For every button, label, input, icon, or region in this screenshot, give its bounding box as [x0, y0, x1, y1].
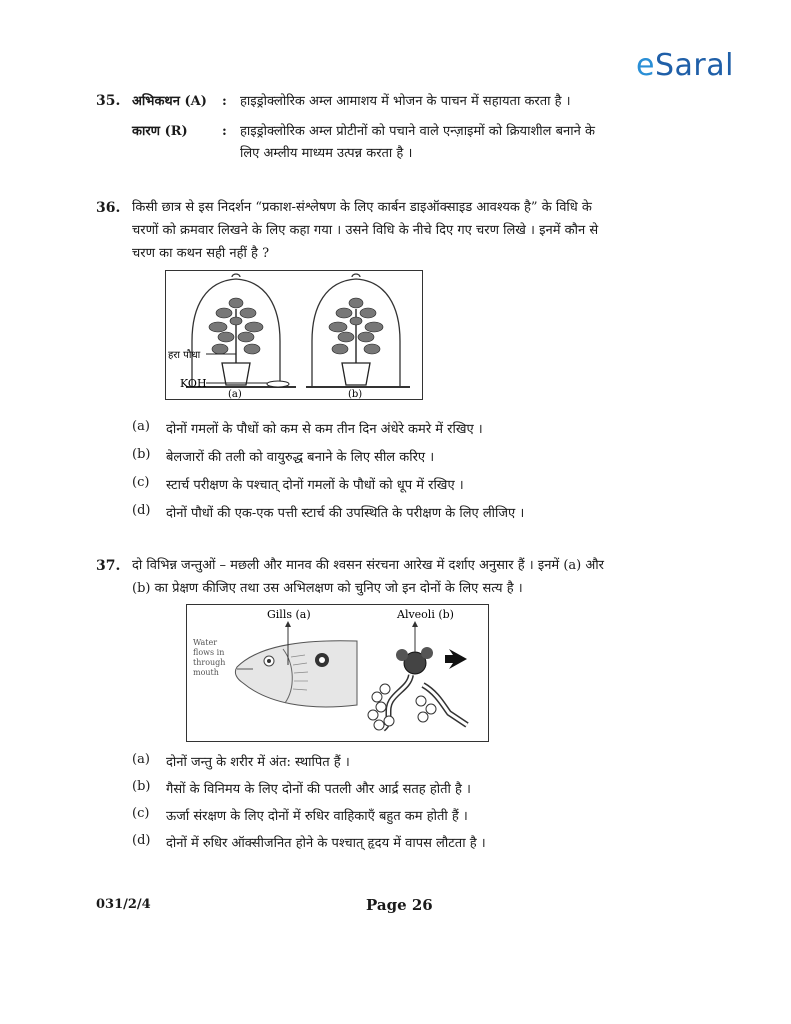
- svg-text:flows in: flows in: [193, 648, 225, 657]
- q37-line-1: दो विभिन्न जन्तुओं – मछली और मानव की श्वसन संरचना आरेख में दर्शाए अनुसार हैं । इनमें (a) और: [132, 558, 604, 573]
- pot-a: [222, 363, 250, 385]
- gills-label: Gills (a): [267, 608, 311, 621]
- q35-reason-text-2: लिए अम्लीय माध्यम उत्पन्न करता है ।: [240, 146, 413, 161]
- q37-option-c-label: (c): [132, 806, 150, 821]
- svg-text:through: through: [193, 658, 226, 667]
- fish-head: [235, 641, 357, 707]
- pot-b: [342, 363, 370, 385]
- q37-option-d-label: (d): [132, 833, 151, 848]
- q37-option-c-text: ऊर्जा संरक्षण के लिए दोनों में रुधिर वाहिकाएँ बहुत कम होती हैं ।: [166, 809, 468, 824]
- plant-a: [209, 298, 263, 363]
- q37-option-b-text: गैसों के विनिमय के लिए दोनों की पतली और आर्द्र सतह होती है ।: [166, 782, 471, 797]
- label-b: (b): [348, 389, 363, 399]
- q35-assertion-text: हाइड्रोक्लोरिक अम्ल आमाशय में भोजन के पाचन में सहायता करता है ।: [240, 94, 571, 109]
- q36-option-c-text: स्टार्च परीक्षण के पश्चात् दोनों गमलों के पौधों को धूप में रखिए ।: [166, 478, 464, 493]
- q35-assertion-colon: :: [222, 94, 227, 109]
- q36-number: 36.: [96, 200, 121, 216]
- bell-jar-diagram: [166, 271, 422, 399]
- alveoli-label: Alveoli (b): [397, 608, 454, 621]
- logo-e: e: [636, 48, 655, 83]
- q37-number: 37.: [96, 558, 121, 574]
- q36-option-d-label: (d): [132, 503, 151, 518]
- q36-option-c-label: (c): [132, 475, 150, 490]
- q35-reason-colon: :: [222, 124, 227, 139]
- respiration-diagram: [187, 605, 488, 741]
- koh-label: KOH: [180, 377, 207, 390]
- esaral-logo: [636, 48, 734, 83]
- q36-option-a-label: (a): [132, 419, 150, 434]
- plant-label: हरा पौधा: [168, 350, 201, 361]
- plant-b: [329, 298, 383, 363]
- svg-text:Water: Water: [193, 638, 218, 647]
- page-number: Page 26: [366, 896, 433, 914]
- paper-code: 031/2/4: [96, 897, 151, 912]
- q35-reason-label: कारण (R): [132, 124, 188, 139]
- q37-option-a-text: दोनों जन्तु के शरीर में अंत: स्थापित हैं ।: [166, 755, 350, 770]
- svg-text:mouth: mouth: [193, 668, 219, 677]
- koh-dish: [267, 381, 289, 387]
- q36-line-1: किसी छात्र से इस निदर्शन “प्रकाश-संश्लेषण के लिए कार्बन डाइऑक्साइड आवश्यक है” के विधि के: [132, 200, 592, 215]
- q36-line-3: चरण का कथन सही नहीं है ?: [132, 246, 270, 261]
- respiration-figure: [186, 604, 489, 742]
- bell-jar-figure: [165, 270, 423, 400]
- q36-option-b-label: (b): [132, 447, 151, 462]
- q36-line-2: चरणों को क्रमवार लिखने के लिए कहा गया । उसने विधि के नीचे दिए गए चरण लिखे । इनमें कौन से: [132, 223, 599, 238]
- q35-assertion-label: अभिकथन (A): [132, 94, 207, 109]
- q37-option-d-text: दोनों में रुधिर ऑक्सीजनित होने के पश्चात् हृदय में वापस लौटता है ।: [166, 836, 486, 851]
- q36-option-d-text: दोनों पौधों की एक-एक पत्ती स्टार्च की उपस्थिति के परीक्षण के लिए लीजिए ।: [166, 506, 525, 521]
- arrow-icon: [445, 649, 467, 669]
- q37-line-2: (b) का प्रेक्षण कीजिए तथा उस अभिलक्षण को चुनिए जो इन दोनों के लिए सत्य है ।: [132, 581, 523, 596]
- label-a: (a): [228, 389, 242, 399]
- logo-text: Saral: [654, 48, 734, 83]
- q36-option-b-text: बेलजारों की तली को वायुरुद्ध बनाने के लिए सील करिए ।: [166, 450, 435, 465]
- q37-option-a-label: (a): [132, 752, 150, 767]
- q35-reason-text-1: हाइड्रोक्लोरिक अम्ल प्रोटीनों को पचाने वाले एन्ज़ाइमों को क्रियाशील बनाने के: [240, 124, 595, 139]
- q36-option-a-text: दोनों गमलों के पौधों को कम से कम तीन दिन अंधेरे कमरे में रखिए ।: [166, 422, 483, 437]
- q37-option-b-label: (b): [132, 779, 151, 794]
- water-label: [193, 638, 225, 677]
- q35-number: 35.: [96, 93, 121, 109]
